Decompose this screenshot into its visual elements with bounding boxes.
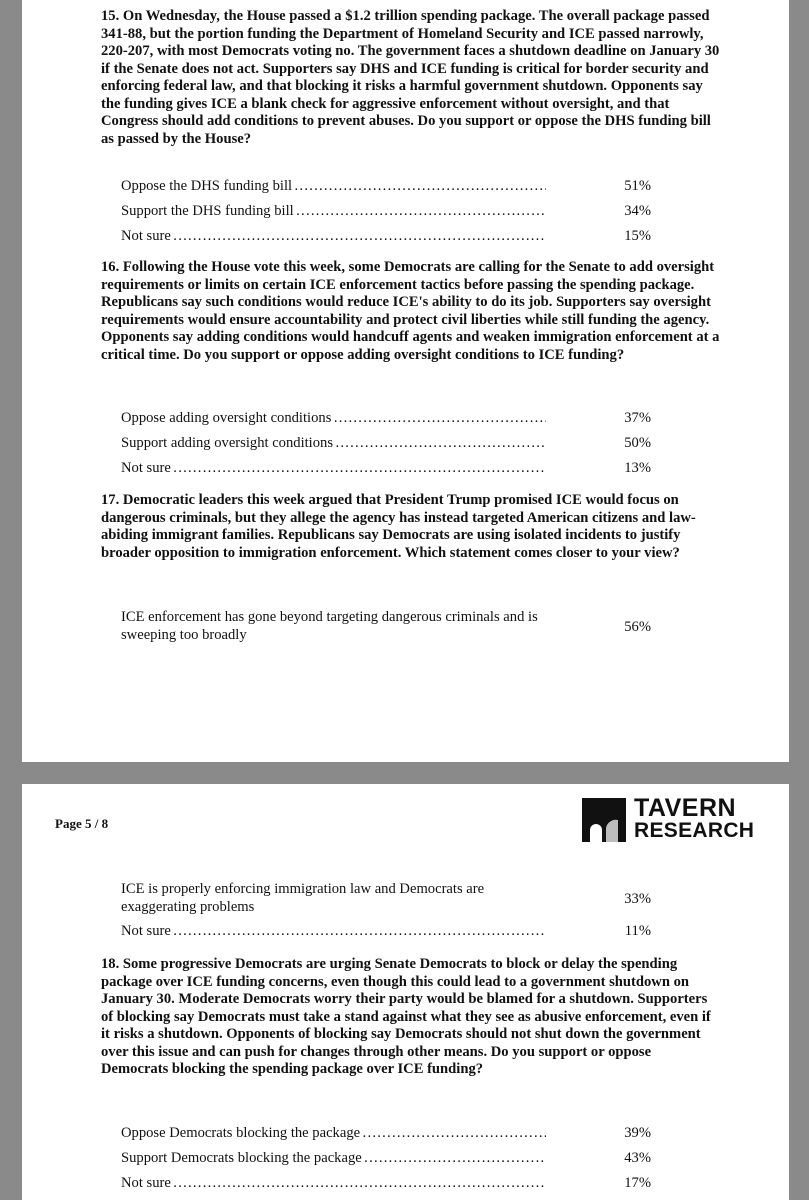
answer-value: 17% xyxy=(624,1175,651,1191)
answer-label: Not sure . . . xyxy=(121,457,546,479)
logo-mark-icon xyxy=(582,798,626,842)
answer-label: ICE is properly enforcing immigration law and Democrats are exaggerating problems xyxy=(121,881,485,915)
answer-value: 11% xyxy=(624,923,651,939)
answer-row xyxy=(121,175,661,197)
answer-label: Support adding oversight conditions . . . xyxy=(121,432,546,454)
answer-value: 33% xyxy=(624,891,651,907)
question-18: 18. Some progressive Democrats are urging Senate Democrats to block or delay the spending package over ICE funding concerns, even though this could lead to a government shutdown on January 30. Moderate Democrats worry their party would be blamed for a shutdown. Supporters of blocking say Democrats must take a stand against what they see as abusive enforcement, even if it risks a shutdown. Opponents of blocking say Democrats should not shut down the government over this issue and can push for changes through other means. Do you support or oppose Democrats blocking the spending package over ICE funding? xyxy=(101,956,711,1077)
answer-label: Support Democrats blocking the package . . . xyxy=(121,1147,546,1169)
document-page-4 xyxy=(22,0,789,762)
answer-value: 15% xyxy=(624,228,651,244)
answer-row xyxy=(121,880,661,920)
answer-value: 34% xyxy=(624,203,651,219)
answer-row xyxy=(121,1147,661,1169)
question-16: 16. Following the House vote this week, some Democrats are calling for the Senate to add oversight requirements or limits on certain ICE enforcement tactics before passing the spending package. Republicans say such conditions would reduce ICE's ability to do its job. Supporters say oversight requirements would ensure accountability and protect civil liberties while still funding the agency. Opponents say adding conditions would handcuff agents and weaken immigration enforcement at a critical time. Do you support or oppose adding oversight conditions to ICE funding? xyxy=(101,259,720,363)
answer-label: ICE enforcement has gone beyond targeting dangerous criminals and is sweeping too broadly xyxy=(121,609,538,643)
answer-value: 50% xyxy=(624,435,651,451)
answer-value: 51% xyxy=(624,178,651,194)
answer-row xyxy=(121,1122,661,1144)
answer-value: 43% xyxy=(624,1150,651,1166)
page-number: Page 5 / 8 xyxy=(55,816,109,831)
logo-line-2: RESEARCH xyxy=(634,819,755,842)
question-17: 17. Democratic leaders this week argued that President Trump promised ICE would focus on dangerous criminals, but they allege the agency has instead targeted American citizens and law-abiding immigrant families. Republicans say Democrats are using isolated incidents to justify broader opposition to immigration enforcement. Which statement comes closer to your view? xyxy=(101,492,696,561)
answer-row xyxy=(121,225,661,247)
answer-row xyxy=(121,920,661,942)
answer-label: Oppose Democrats blocking the package . . . xyxy=(121,1122,546,1144)
answer-label: Oppose the DHS funding bill . . . xyxy=(121,175,546,197)
answer-value: 13% xyxy=(624,460,651,476)
answer-label: Not sure . . . xyxy=(121,920,546,942)
answer-value: 39% xyxy=(624,1125,651,1141)
answer-value: 37% xyxy=(624,410,651,426)
tavern-research-logo xyxy=(582,794,762,844)
answer-label: Not sure . . . xyxy=(121,1172,546,1194)
answer-row xyxy=(121,608,661,648)
answer-value: 56% xyxy=(624,619,651,635)
answer-label: Not sure . . . xyxy=(121,225,546,247)
answer-row xyxy=(121,1172,661,1194)
answer-row xyxy=(121,457,661,479)
answer-label: Support the DHS funding bill . . . xyxy=(121,200,546,222)
document-page-5 xyxy=(22,784,789,1200)
answer-label: Oppose adding oversight conditions . . . xyxy=(121,407,546,429)
question-15: 15. On Wednesday, the House passed a $1.2 trillion spending package. The overall package passed 341-88, but the portion funding the Department of Homeland Security and ICE passed narrowly, 220-207, with most Democrats voting no. The government faces a shutdown deadline on January 30 if the Senate does not act. Supporters say DHS and ICE funding is critical for border security and enforcing federal law, and that blocking it risks a harmful government shutdown. Opponents say the funding gives ICE a blank check for aggressive enforcement without oversight, and that Congress should add conditions to prevent abuses. Do you support or oppose the DHS funding bill as passed by the House? xyxy=(101,8,720,147)
answer-row xyxy=(121,432,661,454)
answer-row xyxy=(121,200,661,222)
logo-wordmark xyxy=(634,796,754,842)
answer-row xyxy=(121,407,661,429)
logo-line-1: TAVERN xyxy=(634,794,737,822)
